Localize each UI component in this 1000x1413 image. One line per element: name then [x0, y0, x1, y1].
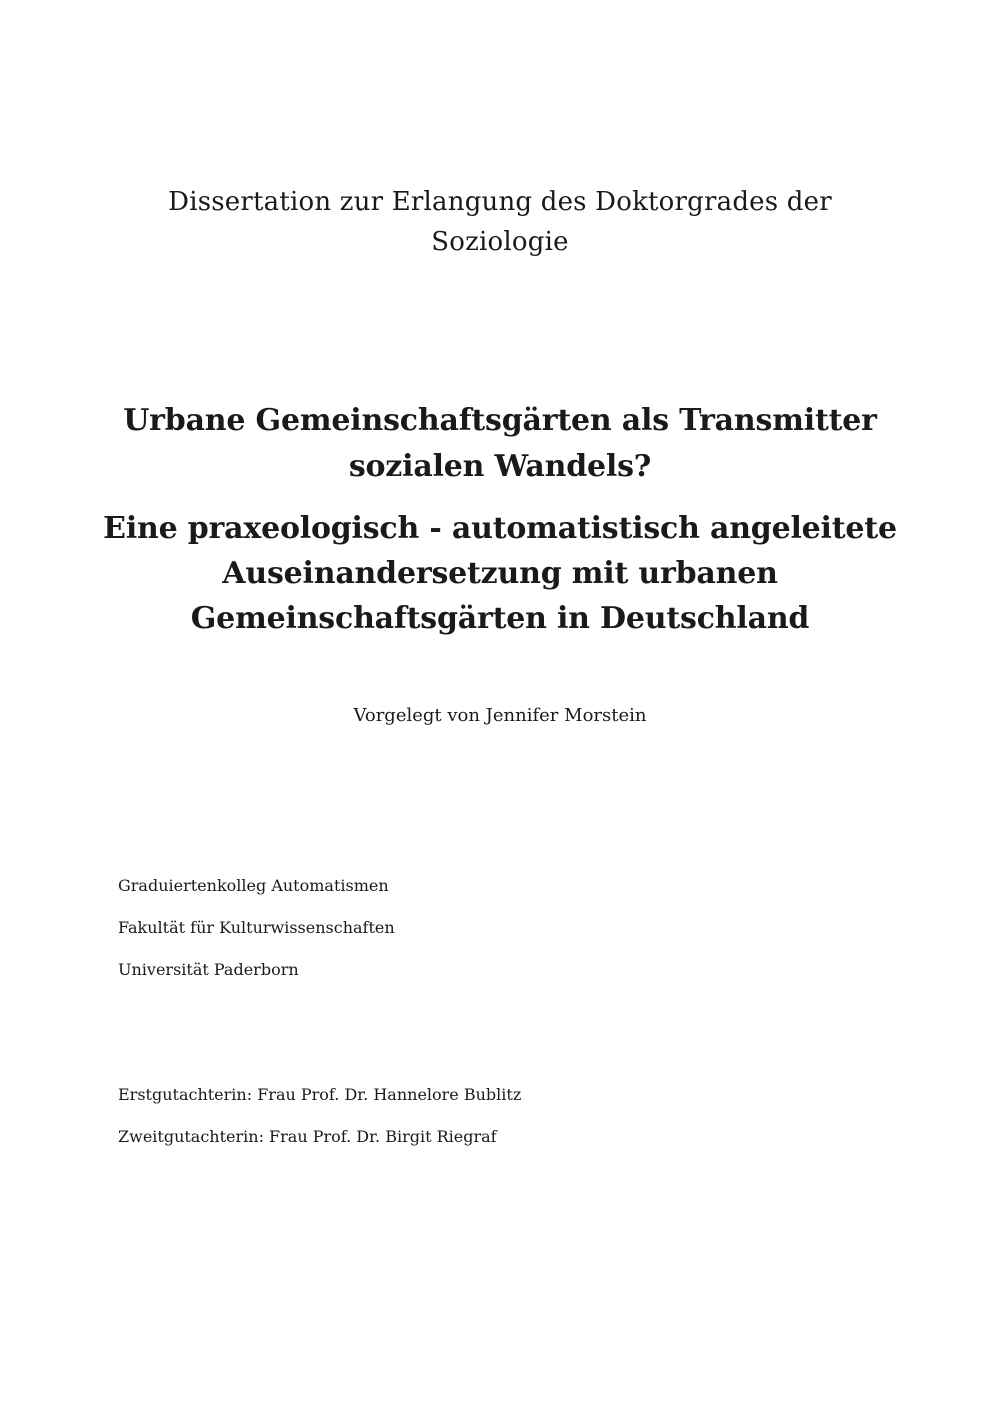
main-title-line-2: sozialen Wandels? [348, 449, 652, 484]
institution-line-3: Universität Paderborn [118, 960, 299, 979]
subtitle-line-2: Auseinandersetzung mit urbanen [222, 556, 778, 591]
subtitle-line-1: Eine praxeologisch - automatistisch angeleitete [103, 511, 897, 546]
author-line: Vorgelegt von Jennifer Morstein [353, 705, 647, 726]
institution-line-1: Graduiertenkolleg Automatismen [118, 876, 389, 895]
degree-line-1: Dissertation zur Erlangung des Doktorgrades der [168, 187, 832, 217]
institution-line-2: Fakultät für Kulturwissenschaften [118, 918, 395, 937]
first-reviewer: Erstgutachterin: Frau Prof. Dr. Hannelore Bublitz [118, 1085, 522, 1104]
main-title-line-1: Urbane Gemeinschaftsgärten als Transmitter [123, 403, 877, 438]
degree-line-2: Soziologie [431, 227, 569, 257]
second-reviewer: Zweitgutachterin: Frau Prof. Dr. Birgit Riegraf [118, 1127, 497, 1146]
subtitle-line-3: Gemeinschaftsgärten in Deutschland [190, 601, 810, 636]
